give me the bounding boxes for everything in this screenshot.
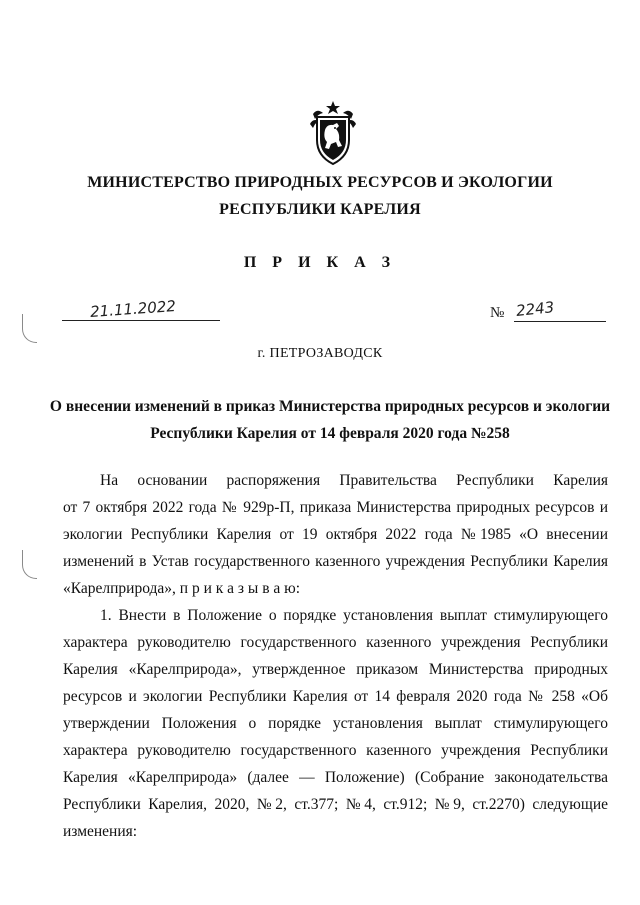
body-line: характера руководителю государственного казенного учреждения Республики [63, 742, 608, 759]
subject-line1: О внесении изменений в приказ Министерства природных ресурсов и экологии [49, 398, 611, 415]
body-line: утверждении Положения о порядке установления выплат стимулирующего [63, 715, 608, 732]
body-line: Республики Карелия, 2020, №2, ст.377; №4, ст.912; №9, ст.2270) следующие [63, 796, 608, 813]
body-line: «Карелприрода», п р и к а з ы в а ю: [63, 580, 301, 597]
body-line: изменения: [63, 823, 138, 840]
ministry-name-line2: РЕСПУБЛИКИ КАРЕЛИЯ [219, 201, 421, 218]
ministry-name-line1: МИНИСТЕРСТВО ПРИРОДНЫХ РЕСУРСОВ И ЭКОЛОГИИ [87, 174, 553, 191]
order-number-underline [514, 298, 606, 322]
body-line: Карелия «Карелприрода» (далее — Положение) (Собрание законодательства [63, 769, 608, 786]
body-line: Карелия «Карелприрода», утвержденное приказом Министерства природных [63, 661, 608, 678]
city-line: г. ПЕТРОЗАВОДСК [257, 346, 383, 361]
order-number-handwritten: 2243 [515, 298, 556, 320]
scan-margin-mark [22, 314, 37, 343]
karelia-coat-of-arms-icon [305, 100, 361, 166]
body-line: изменений в Устав государственного казенного учреждения Республики Карелия [63, 553, 608, 570]
subject-line2: Республики Карелия от 14 февраля 2020 года №258 [150, 425, 510, 442]
document-type-title: П Р И К А З [243, 254, 397, 271]
body-line: ресурсов и экологии Республики Карелия от 14 февраля 2020 года № 258 «Об [63, 688, 608, 705]
body-line: характера руководителю государственного казенного учреждения Республики [63, 634, 608, 651]
body-line: На основании распоряжения Правительства Республики Карелия [100, 472, 608, 489]
order-number-sign: № [490, 305, 505, 321]
body-line: от 7 октября 2022 года № 929р-П, приказа Министерства природных ресурсов и [63, 499, 608, 516]
scan-margin-mark [22, 550, 37, 579]
body-line: экологии Республики Карелия от 19 октября 2022 года №1985 «О внесении [63, 526, 608, 543]
order-date-handwritten: 21.11.2022 [89, 297, 177, 321]
body-line: 1. Внести в Положение о порядке установления выплат стимулирующего [100, 607, 608, 624]
order-date-field [62, 297, 220, 321]
